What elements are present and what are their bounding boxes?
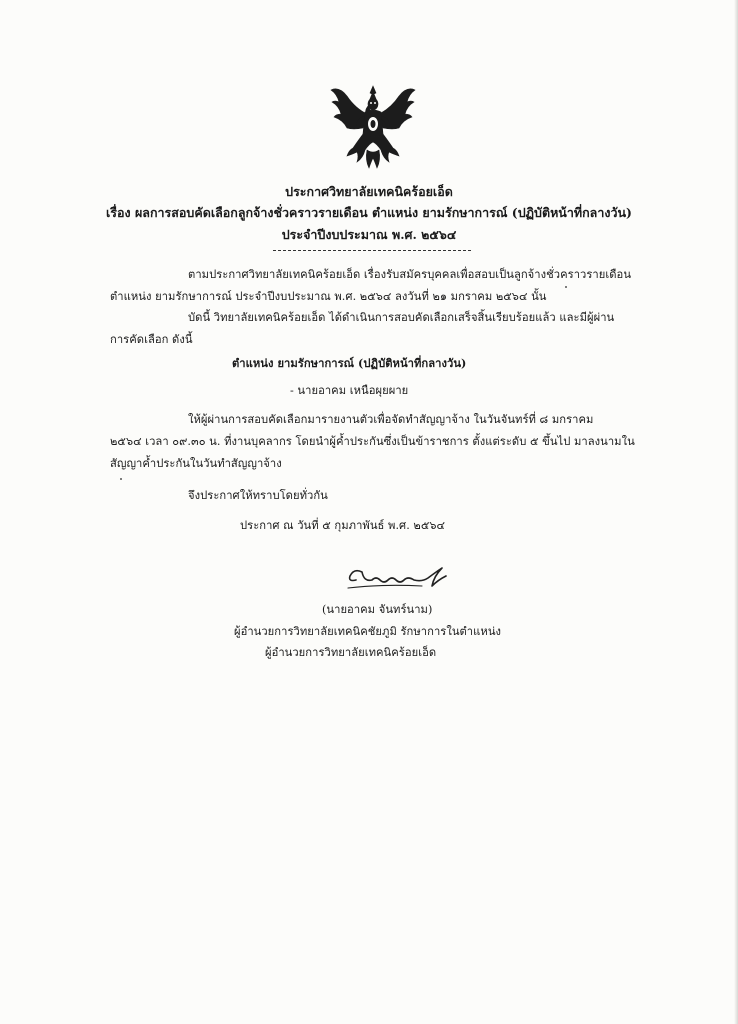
paper-edge-shadow <box>734 0 738 1024</box>
signatory-role-2: ผู้อำนวยการวิทยาลัยเทคนิคร้อยเอ็ด <box>265 646 437 659</box>
scan-speck <box>565 286 567 288</box>
signatory-name: (นายอาคม จันทร์นาม) <box>322 603 433 616</box>
paragraph-3-line-2: ๒๕๖๔ เวลา ๐๙.๓๐ น. ที่งานบุคลากร โดยนำผู้ค้ำประกันซึ่งเป็นข้าราชการ ตั้งแต่ระดับ ๕ ขึ้นไป มาลงนามใน <box>110 435 635 448</box>
position-heading: ตำแหน่ง ยามรักษาการณ์ (ปฏิบัติหน้าที่กลางวัน) <box>232 356 467 370</box>
paragraph-3-line-1: ให้ผู้ผ่านการสอบคัดเลือกมารายงานตัวเพื่อจัดทำสัญญาจ้าง ในวันจันทร์ที่ ๘ มกราคม <box>188 413 594 426</box>
fiscal-year-line: ประจำปีงบประมาณ พ.ศ. ๒๕๖๔ <box>281 227 457 242</box>
handwritten-signature <box>342 562 454 596</box>
announcement-title: ประกาศวิทยาลัยเทคนิคร้อยเอ็ด <box>285 184 453 199</box>
paragraph-2-line-2: การคัดเลือก ดังนี้ <box>110 333 193 346</box>
signatory-role-1: ผู้อำนวยการวิทยาลัยเทคนิคชัยภูมิ รักษาการในตำแหน่ง <box>234 625 502 638</box>
header-divider <box>273 250 471 251</box>
announcement-date: ประกาศ ณ วันที่ ๕ กุมภาพันธ์ พ.ศ. ๒๕๖๔ <box>240 519 446 532</box>
paragraph-1-line-2: ตำแหน่ง ยามรักษาการณ์ ประจำปีงบประมาณ พ.ศ. ๒๕๖๔ ลงวันที่ ๒๑ มกราคม ๒๕๖๔ นั้น <box>110 290 547 303</box>
paragraph-1-line-1: ตามประกาศวิทยาลัยเทคนิคร้อยเอ็ด เรื่องรับสมัครบุคคลเพื่อสอบเป็นลูกจ้างชั่วคราวรายเดือน <box>188 268 632 281</box>
candidate-name: - นายอาคม เหนือผุยผาย <box>290 384 409 397</box>
announcement-subject: เรื่อง ผลการสอบคัดเลือกลูกจ้างชั่วคราวรายเดือน ตำแหน่ง ยามรักษาการณ์ (ปฏิบัติหน้าที่กลางวัน) <box>106 205 632 220</box>
paragraph-2-line-1: บัดนี้ วิทยาลัยเทคนิคร้อยเอ็ด ได้ดำเนินการสอบคัดเลือกเสร็จสิ้นเรียบร้อยแล้ว และมีผู้ผ่าน <box>188 311 615 324</box>
scan-speck <box>120 478 122 480</box>
paragraph-3-line-3: สัญญาค้ำประกันในวันทำสัญญาจ้าง <box>110 457 282 470</box>
closing-statement: จึงประกาศให้ทราบโดยทั่วกัน <box>188 489 328 502</box>
garuda-emblem-icon <box>327 84 419 172</box>
